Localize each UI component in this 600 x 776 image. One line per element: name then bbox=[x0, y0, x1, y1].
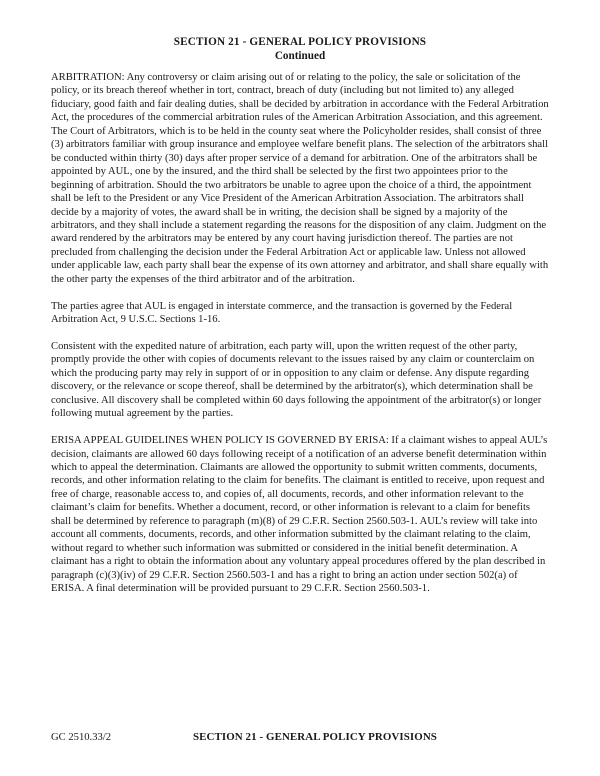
document-body bbox=[51, 71, 549, 595]
header-continued-label: Continued bbox=[274, 49, 326, 62]
page-header bbox=[51, 36, 549, 63]
footer-form-code: GC 2510.33/2 bbox=[51, 732, 112, 743]
paragraph-arbitration: ARBITRATION: Any controversy or claim arising out of or relating to the policy, the sale or solicitation of the policy, or its breach thereof whether in tort, contract, breach of duty (including but not limited to) any alleged fiduciary, good faith and fair dealing duties, shall be decided by arbitration in accordance with the Federal Arbitration Act, the procedures of the commercial arbitration rules of the American Arbitration Association, and this agreement. The Court of Arbitrators, which is to be held in the county seat where the Policyholder resides, shall consist of three (3) arbitrators familiar with group insurance and employee welfare benefit plans. The selection of the arbitrators shall be conducted within thirty (30) days after proper service of a demand for arbitration. One of the arbitrators shall be appointed by AUL, one by the insured, and the third shall be selected by the first two appointees prior to the beginning of arbitration. Should the two arbitrators be unable to agree upon the choice of a third, the appointment shall be left to the President or any Vice President of the American Arbitration Association. The arbitrators shall decide by a majority of votes, the award shall be in writing, the decision shall be signed by a majority of the arbitrators, and they shall include a statement regarding the reasons for the disposition of any claim. Judgment on the award rendered by the arbitrators may be entered by any court having jurisdiction thereof. The parties are not precluded from challenging the decision under the Federal Arbitration Act or applicable law. Unless not allowed under applicable law, each party shall bear the expense of its own attorney and arbitrator, and shall share equally with the other party the expenses of the third arbitrator and of the arbitration. bbox=[51, 72, 549, 285]
footer-section-title: SECTION 21 - GENERAL POLICY PROVISIONS bbox=[193, 731, 437, 743]
header-section-title: SECTION 21 - GENERAL POLICY PROVISIONS bbox=[173, 36, 427, 48]
page-footer bbox=[51, 731, 549, 747]
paragraph-erisa-appeal-guidelines: ERISA APPEAL GUIDELINES WHEN POLICY IS GOVERNED BY ERISA: If a claimant wishes to appeal AUL’s decision, claimants are allowed 60 days following receipt of a notification of an adverse benefit determination within which to appeal the determination. Claimants are allowed the opportunity to submit written comments, documents, records, and other information relating to the claim for benefits. The claimant is entitled to receive, upon request and free of charge, reasonable access to, and copies of, all documents, records, and other information relevant to the claimant’s claim for benefits. Whether a document, record, or other information is relevant to a claim for benefits shall be determined by reference to paragraph (m)(8) of 29 C.F.R. Section 2560.503-1. AUL’s review will take into account all comments, documents, records, and other information submitted by the claimant relating to the claim, without regard to whether such information was submitted or considered in the initial benefit determination. A claimant has a right to obtain the information about any voluntary appeal procedures offered by the plan described in paragraph (c)(3)(iv) of 29 C.F.R. Section 2560.503-1 and has a right to bring an action under section 502(a) of ERISA. A final determination will be provided pursuant to 29 C.F.R. Section 2560.503-1. bbox=[51, 435, 548, 595]
paragraph-interstate-commerce: The parties agree that AUL is engaged in interstate commerce, and the transaction is governed by the Federal Arbitration Act, 9 U.S.C. Sections 1-16. bbox=[51, 300, 513, 326]
paragraph-discovery: Consistent with the expedited nature of arbitration, each party will, upon the written request of the other party, promptly provide the other with copies of documents relevant to the issues raised by any claim or counterclaim on which the producing party may rely in support of or in opposition to any claim or defense. Any dispute regarding discovery, or the relevance or scope thereof, shall be determined by the arbitrator(s), which determination shall be conclusive. All discovery shall be completed within 60 days following the appointment of the arbitrator(s) or longer following mutual agreement by the parties. bbox=[51, 340, 542, 420]
